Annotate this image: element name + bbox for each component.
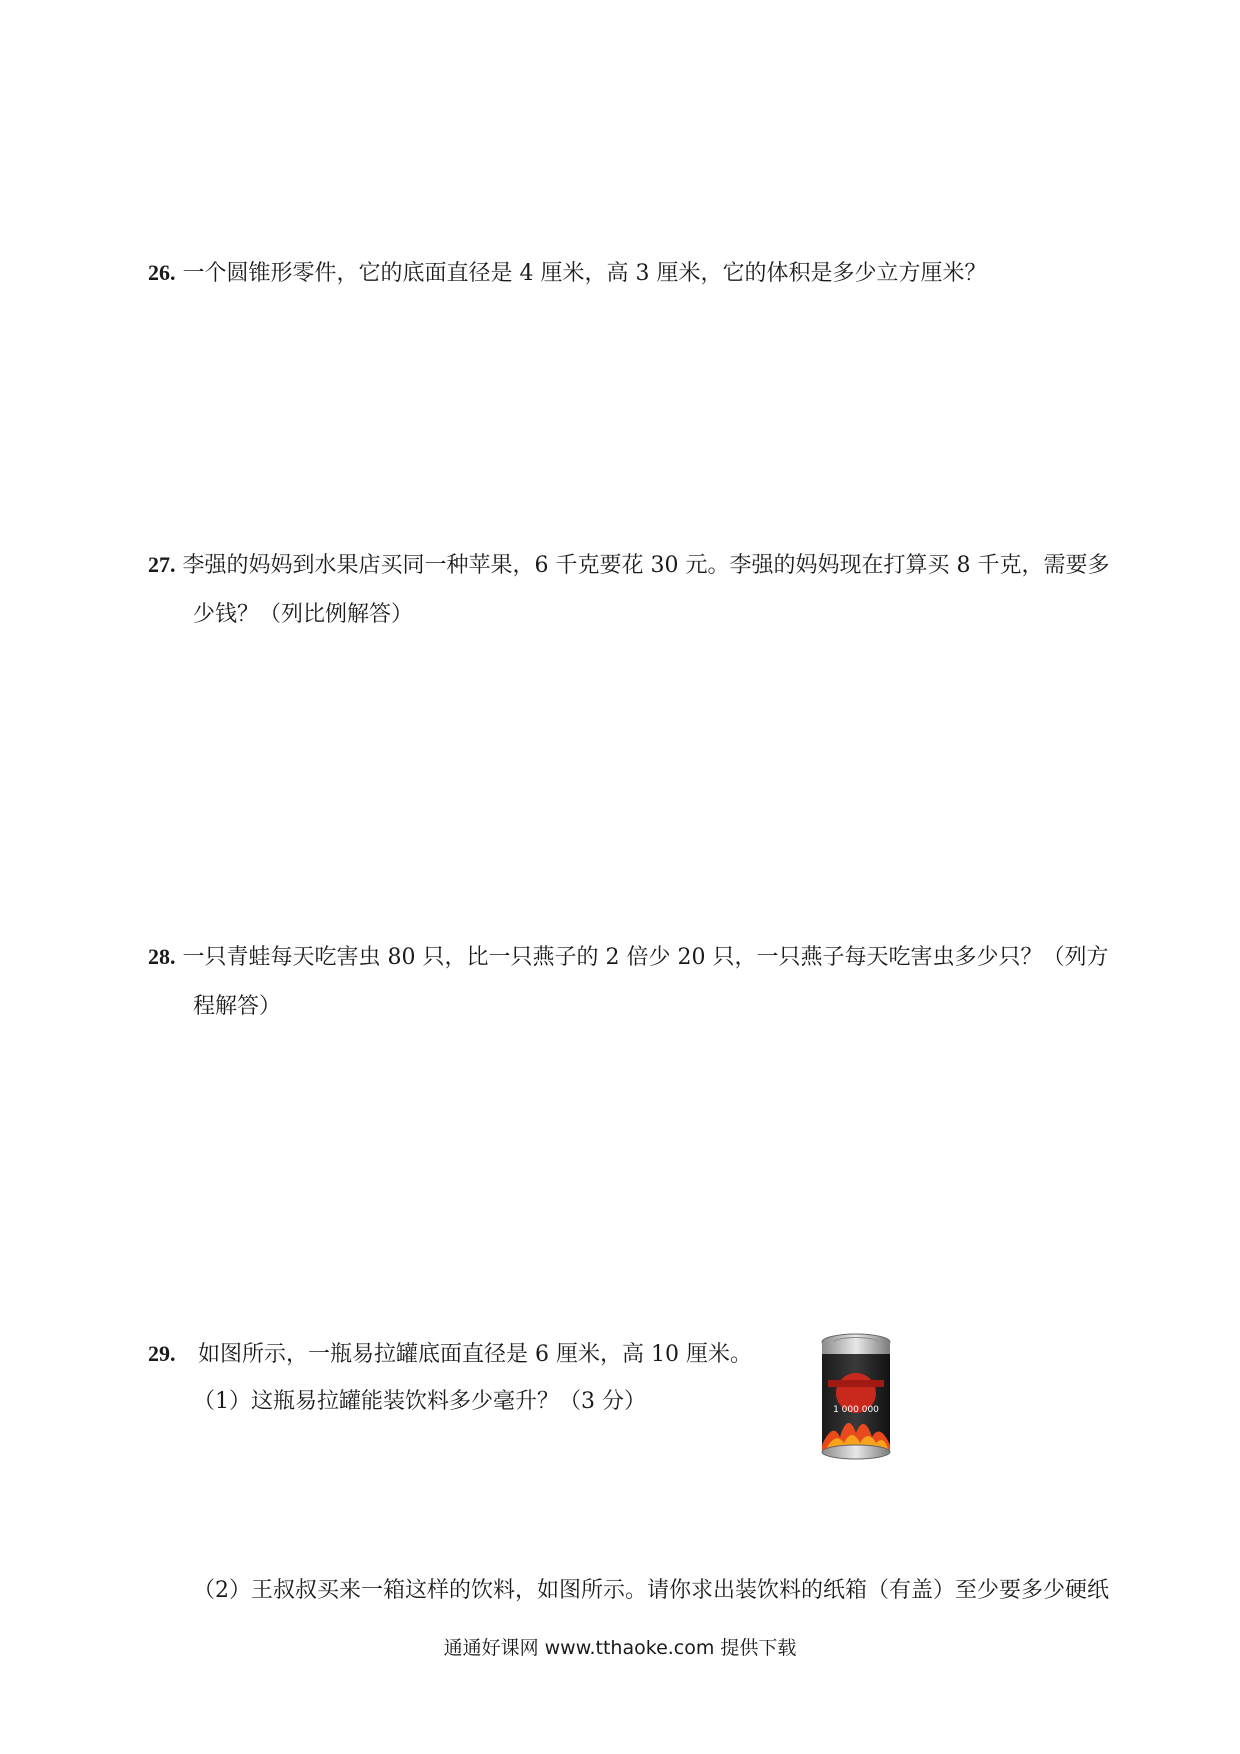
question-28-continued: 程解答） [193, 994, 282, 1019]
question-27-continued: 少钱？（列比例解答） [193, 602, 414, 627]
question-number: 26. [148, 260, 176, 285]
question-text: 如图所示，一瓶易拉罐底面直径是 6 厘米，高 10 厘米。 [198, 1342, 752, 1367]
question-number: 29. [148, 1341, 176, 1366]
question-text: 一只青蛙每天吃害虫 80 只，比一只燕子的 2 倍少 20 只，一只燕子每天吃害虫多少只？（列方 [182, 945, 1109, 970]
footer-source: 通通好课网 www.tthaoke.com 提供下载 [443, 1637, 797, 1659]
question-29-part-2: （2）王叔叔买来一箱这样的饮料，如图所示。请你求出装饮料的纸箱（有盖）至少要多少硬纸 [193, 1578, 1110, 1603]
soda-can-image [818, 1333, 894, 1463]
question-27 [148, 550, 1109, 581]
question-text: 一个圆锥形零件，它的底面直径是 4 厘米，高 3 厘米，它的体积是多少立方厘米？ [182, 261, 987, 286]
question-29 [148, 1339, 752, 1370]
question-29-part-1: （1）这瓶易拉罐能装饮料多少毫升？（3 分） [193, 1389, 646, 1414]
question-28 [148, 942, 1108, 973]
can-label: 1 000 000 [833, 1405, 879, 1415]
question-number: 28. [148, 944, 176, 969]
question-number: 27. [148, 552, 176, 577]
question-26 [148, 258, 986, 289]
question-text: 李强的妈妈到水果店买同一种苹果，6 千克要花 30 元。李强的妈妈现在打算买 8 千克，需要多 [182, 553, 1110, 578]
